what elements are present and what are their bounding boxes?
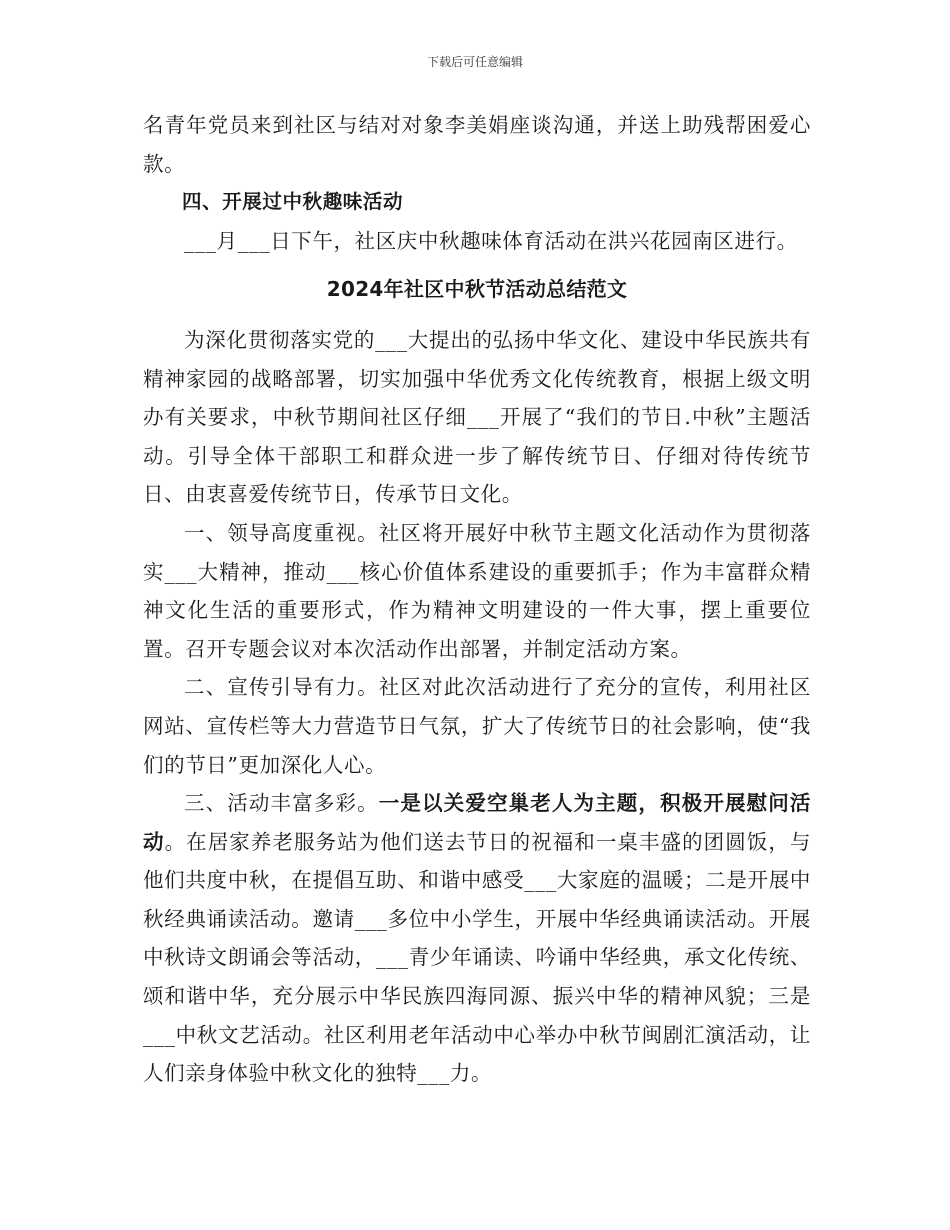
- activities-bold-phrase: 一是以关爱空巢老人为主题，积极开展慰问活动: [143, 791, 812, 854]
- paragraph-intro: 为深化贯彻落实党的___大提出的弘扬中华文化、建设中华民族共有精神家园的战略部署，切实加强中华优秀文化传统教育，根据上级文明办有关要求，中秋节期间社区仔细___开展了“我们的节日.中秋”主题活动。引导全体干部职工和群众进一步了解传统节日、仔细对待传统节日、由衷喜爱传统节日，传承节日文化。: [143, 327, 811, 507]
- paragraph-leadership: 一、领导高度重视。社区将开展好中秋节主题文化活动作为贯彻落实___大精神，推动___核心价值体系建设的重要抓手；作为丰富群众精神文化生活的重要形式，作为精神文明建设的一件大事，摆上重要位置。召开专题会议对本次活动作出部署，并制定活动方案。: [143, 520, 811, 661]
- page-header: 下载后可任意编辑: [426, 55, 523, 69]
- paragraph-activities: [143, 784, 811, 1093]
- document-body: [143, 106, 811, 1093]
- document-title: 2024年社区中秋节活动总结范文: [326, 277, 628, 302]
- paragraph-publicity: 二、宣传引导有力。社区对此次活动进行了充分的宣传，利用社区网站、宣传栏等大力营造节日气氛，扩大了传统节日的社会影响，使“我们的节日”更加深化人心。: [143, 675, 811, 777]
- activities-rest: 。在居家养老服务站为他们送去节日的祝福和一桌丰盛的团圆饭，与他们共度中秋，在提倡互助、和谐中感受___大家庭的温暖；二是开展中秋经典诵读活动。邀请___多位中小学生，开展中华经典诵读活动。开展中秋诗文朗诵会等活动，___青少年诵读、吟诵中华经典，承文化传统、颂和谐中华，充分展示中华民族四海同源、振兴中华的精神风貌；三是___中秋文艺活动。社区利用老年活动中心举办中秋节闽剧汇演活动，让人们亲身体验中秋文化的独特___力。: [143, 829, 812, 1086]
- section-heading-4: 四、开展过中秋趣味活动: [182, 190, 404, 214]
- paragraph-event-date: ___月___日下午，社区庆中秋趣味体育活动在洪兴花园南区进行。: [184, 228, 798, 253]
- paragraph-continuation: 名青年党员来到社区与结对对象李美娟座谈沟通，并送上助残帮困爱心款。: [143, 113, 811, 176]
- activities-lead: 三、活动丰富多彩。: [184, 791, 379, 816]
